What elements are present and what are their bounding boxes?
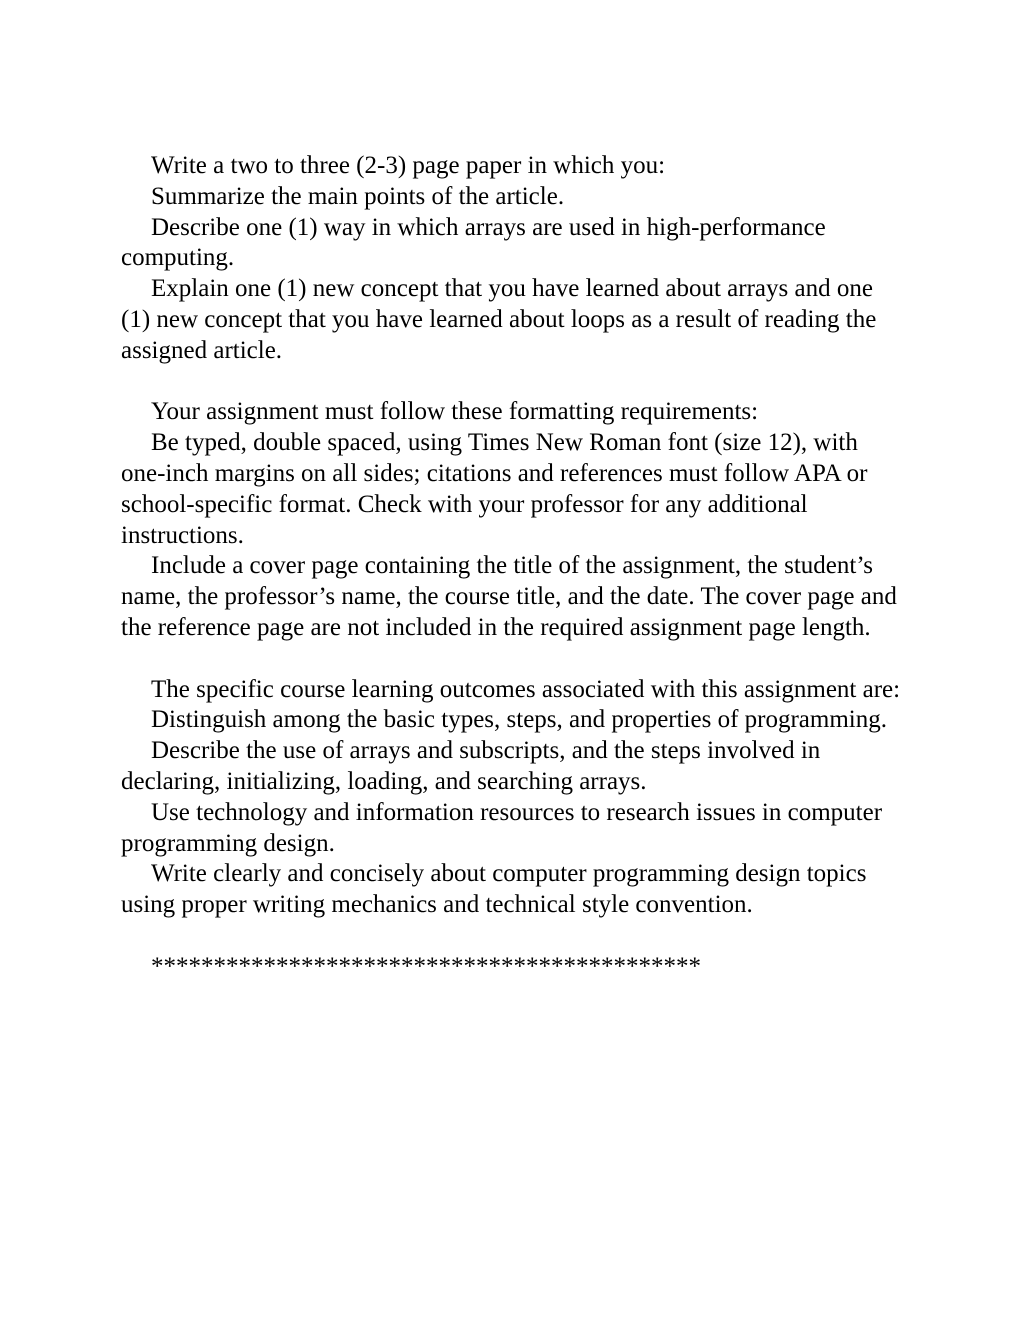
document-body bbox=[121, 151, 901, 983]
paragraph-gap bbox=[121, 644, 901, 675]
section2-item: Be typed, double spaced, using Times New Roman font (size 12), with one-inch margins on all sides; citations and references must follow APA or school-specific format. Check with your professor for any additional instructions. bbox=[121, 429, 868, 549]
section2-intro: Your assignment must follow these formatting requirements: bbox=[151, 398, 759, 426]
section3-item: Describe the use of arrays and subscripts, and the steps involved in declaring, initializing, loading, and searching arrays. bbox=[121, 737, 821, 795]
section3-item: Write clearly and concisely about computer programming design topics using proper writing mechanics and technical style convention. bbox=[121, 860, 867, 919]
paragraph-gap bbox=[121, 921, 901, 952]
section3-intro: The specific course learning outcomes associated with this assignment are: bbox=[151, 675, 901, 703]
separator-line: ******************************************** bbox=[151, 952, 701, 980]
section1-item: Explain one (1) new concept that you have learned about arrays and one (1) new concept that you have learned about loops as a result of reading the assigned article. bbox=[121, 275, 877, 364]
section2-item: Include a cover page containing the title of the assignment, the student’s name, the professor’s name, the course title, and the date. The cover page and the reference page are not included in the required assignment page length. bbox=[121, 552, 897, 641]
section1-intro: Write a two to three (2-3) page paper in which you: bbox=[151, 152, 666, 179]
section1-item: Summarize the main points of the article. bbox=[151, 182, 565, 210]
section3-item: Distinguish among the basic types, steps, and properties of programming. bbox=[151, 706, 887, 734]
section1-item: Describe one (1) way in which arrays are used in high-performance computing. bbox=[121, 213, 826, 272]
section3-item: Use technology and information resources to research issues in computer programming design. bbox=[121, 798, 883, 857]
paragraph-gap bbox=[121, 367, 901, 398]
